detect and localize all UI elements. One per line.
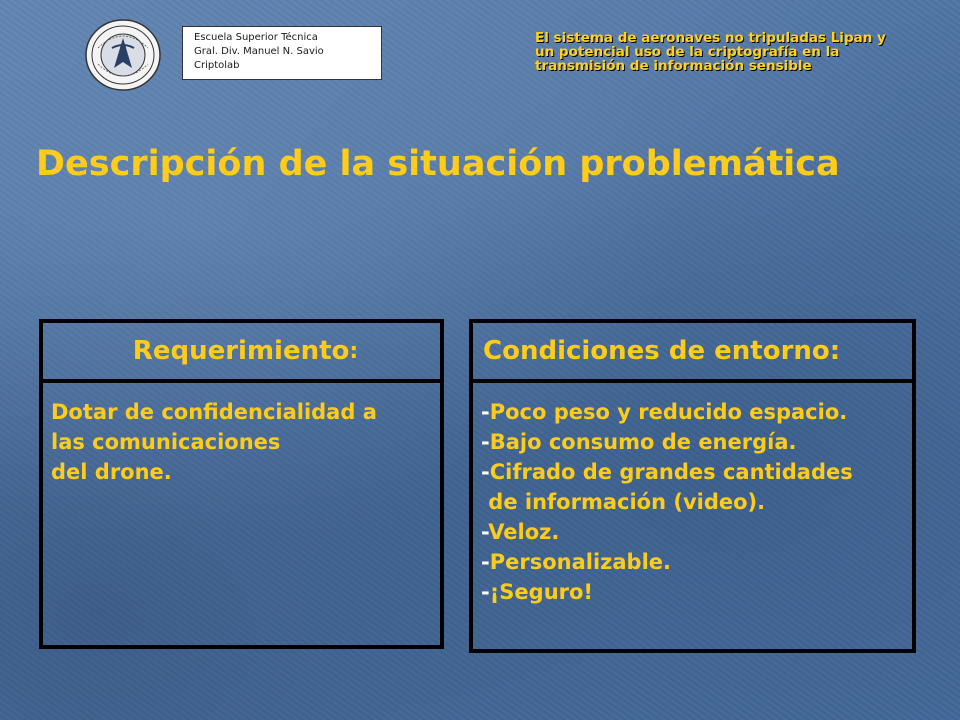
conditions-heading: Condiciones de entorno: — [473, 323, 912, 383]
bullet-dash: - — [481, 430, 490, 454]
school-subtitle: Gral. Div. Manuel N. Savio — [194, 46, 324, 57]
condition-text: ¡Seguro! — [489, 580, 594, 604]
school-info-box — [182, 26, 382, 80]
requirement-box — [39, 319, 444, 649]
requirement-body — [43, 383, 440, 487]
topic-line: un potencial uso de la criptografía en la — [535, 44, 840, 60]
condition-text: Personalizable. — [489, 550, 671, 574]
requirement-line: Dotar de confidencialidad a — [51, 400, 377, 424]
bullet-dash: - — [481, 400, 490, 424]
requirement-line: del drone. — [51, 460, 172, 484]
bullet-dash: - — [481, 580, 490, 604]
condition-item — [481, 517, 912, 547]
condition-item — [481, 427, 912, 457]
bullet-dash: - — [481, 550, 490, 574]
slide-title: Descripción de la situación problemática — [36, 144, 840, 184]
condition-item — [481, 457, 912, 487]
bullet-dash: - — [481, 460, 490, 484]
requirement-line: las comunicaciones — [51, 430, 281, 454]
condition-text: Veloz. — [488, 520, 560, 544]
school-name: Escuela Superior Técnica — [194, 32, 318, 43]
lab-name: Criptolab — [194, 60, 240, 71]
requirement-heading-colon: : — [349, 338, 359, 364]
school-seal-logo-icon — [84, 18, 162, 92]
bullet-dash: - — [481, 520, 489, 544]
topic-line: transmisión de información sensible — [535, 58, 812, 74]
requirement-heading-text: Requerimiento — [132, 336, 350, 366]
condition-item — [481, 547, 912, 577]
condition-text: Cifrado de grandes cantidades — [489, 460, 853, 484]
condition-text: Bajo consumo de energía. — [489, 430, 797, 454]
condition-text: de información (video). — [481, 490, 766, 514]
conditions-box — [469, 319, 916, 653]
condition-item — [481, 397, 912, 427]
condition-item — [481, 577, 912, 607]
condition-text: Poco peso y reducido espacio. — [489, 400, 848, 424]
presentation-topic — [535, 31, 925, 73]
topic-line: El sistema de aeronaves no tripuladas Lipan y — [535, 30, 886, 46]
condition-item — [481, 487, 912, 517]
conditions-list — [473, 383, 912, 607]
requirement-heading — [43, 323, 440, 383]
